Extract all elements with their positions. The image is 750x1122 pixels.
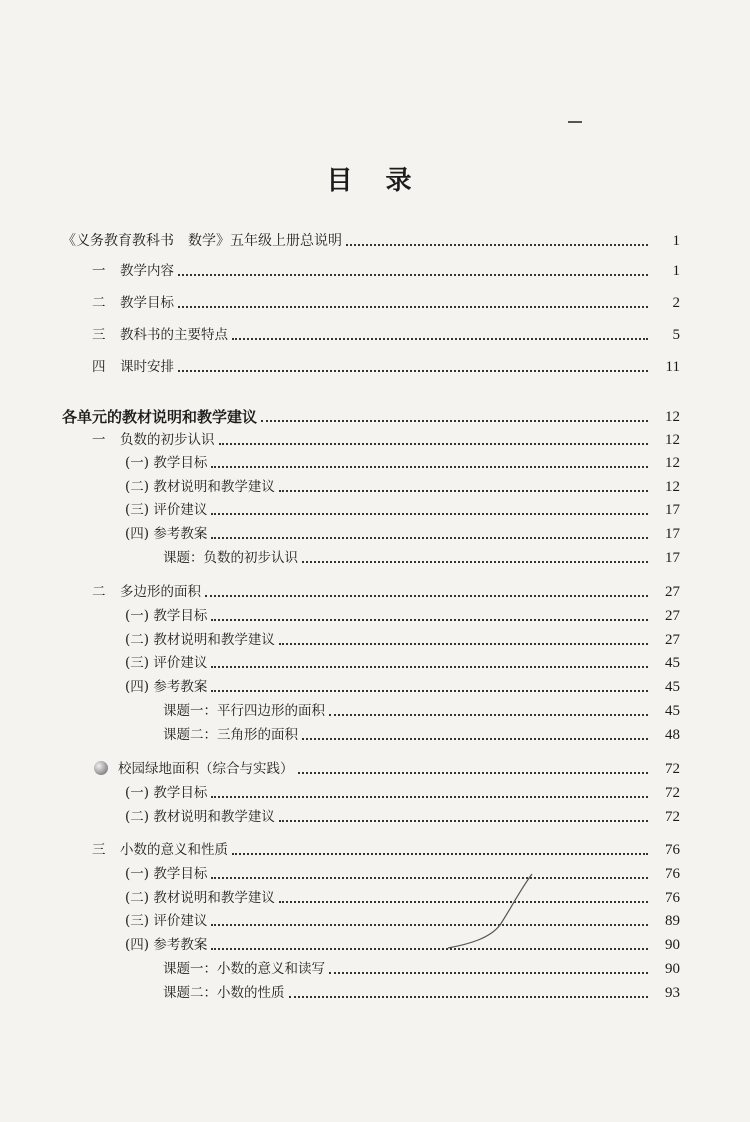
dot-leader bbox=[211, 924, 648, 926]
toc-entry-text: (三) 评价建议 bbox=[125, 913, 208, 929]
dot-leader bbox=[178, 306, 648, 308]
toc-entry[interactable] bbox=[0, 930, 750, 954]
dot-leader bbox=[261, 420, 648, 422]
toc-entry[interactable] bbox=[0, 648, 750, 672]
dot-leader bbox=[178, 274, 648, 276]
toc-entry[interactable] bbox=[0, 906, 750, 930]
toc-entry-page: 12 bbox=[665, 455, 680, 471]
dot-leader bbox=[211, 796, 648, 798]
toc-entry-page: 89 bbox=[665, 913, 680, 929]
dot-leader bbox=[205, 595, 648, 597]
toc-entry-number: 一 bbox=[92, 263, 106, 279]
toc-entry-label bbox=[125, 808, 275, 826]
toc-entry-label bbox=[62, 408, 257, 426]
toc-entry-page: 90 bbox=[665, 937, 680, 953]
toc-entry-text: (二) 教材说明和教学建议 bbox=[125, 632, 275, 648]
toc-entry-page: 27 bbox=[665, 584, 680, 600]
toc-entry-number: 三 bbox=[92, 327, 106, 343]
toc-entry-text: 课题一：平行四边形的面积 bbox=[163, 703, 325, 719]
dot-leader bbox=[211, 619, 648, 621]
toc-entry-label bbox=[163, 702, 325, 720]
toc-entry-page: 17 bbox=[665, 526, 680, 542]
toc-entry[interactable] bbox=[0, 320, 750, 344]
dot-leader bbox=[211, 690, 648, 692]
toc-entry[interactable] bbox=[0, 352, 750, 376]
dot-leader bbox=[211, 948, 648, 950]
toc-entry[interactable] bbox=[0, 472, 750, 496]
toc-entry-text: 课题一：小数的意义和读写 bbox=[163, 961, 325, 977]
toc-entry-page: 5 bbox=[672, 327, 680, 343]
dot-leader bbox=[279, 643, 648, 645]
toc-entry-number: 一 bbox=[92, 432, 106, 448]
toc-entry-label bbox=[125, 454, 207, 472]
toc-entry-text: 课题二：三角形的面积 bbox=[163, 727, 298, 743]
dot-leader bbox=[329, 714, 648, 716]
toc-entry-page: 48 bbox=[665, 727, 680, 743]
dot-leader bbox=[178, 370, 648, 372]
toc-entry[interactable] bbox=[0, 448, 750, 472]
toc-entry[interactable] bbox=[0, 672, 750, 696]
toc-entry[interactable] bbox=[0, 577, 750, 601]
toc-entry[interactable] bbox=[0, 402, 750, 426]
dot-leader bbox=[279, 820, 648, 822]
toc-entry-label bbox=[62, 232, 342, 250]
dot-leader bbox=[346, 244, 648, 246]
dot-leader bbox=[298, 772, 649, 774]
dot-leader bbox=[289, 996, 649, 998]
dot-leader bbox=[232, 338, 648, 340]
toc-entry-label bbox=[92, 358, 174, 376]
toc-entry-label bbox=[163, 549, 298, 567]
dot-leader bbox=[211, 466, 648, 468]
toc-entry-label bbox=[163, 984, 285, 1002]
toc-entry-label bbox=[125, 865, 207, 883]
dot-leader bbox=[302, 561, 648, 563]
toc-entry-label bbox=[125, 784, 207, 802]
toc-entry-page: 45 bbox=[665, 679, 680, 695]
toc-entry-text: (一) 教学目标 bbox=[125, 785, 208, 801]
toc-entry-page: 90 bbox=[665, 961, 680, 977]
ink-mark bbox=[568, 121, 582, 123]
toc-entry-text: (一) 教学目标 bbox=[125, 866, 208, 882]
toc-entry-text: (四) 参考教案 bbox=[125, 679, 208, 695]
toc-entry-label bbox=[125, 654, 207, 672]
dot-leader bbox=[211, 666, 648, 668]
toc-entry[interactable] bbox=[0, 802, 750, 826]
toc-entry-label bbox=[92, 431, 215, 449]
toc-entry[interactable] bbox=[0, 425, 750, 449]
toc-entry-text: (四) 参考教案 bbox=[125, 526, 208, 542]
toc-entry[interactable] bbox=[0, 601, 750, 625]
toc-entry-label bbox=[125, 936, 207, 954]
toc-entry-label bbox=[163, 726, 298, 744]
toc-entry-text: 教学目标 bbox=[120, 295, 174, 311]
toc-entry-label bbox=[92, 583, 201, 601]
toc-entry[interactable] bbox=[0, 778, 750, 802]
toc-entry-text: 校园绿地面积（综合与实践） bbox=[118, 761, 294, 777]
toc-entry-page: 1 bbox=[672, 233, 680, 249]
toc-entry-page: 76 bbox=[665, 866, 680, 882]
practice-bullet-icon bbox=[94, 761, 108, 775]
dot-leader bbox=[211, 537, 648, 539]
toc-entry[interactable] bbox=[0, 288, 750, 312]
toc-entry-text: (一) 教学目标 bbox=[125, 608, 208, 624]
toc-entry-label bbox=[92, 262, 174, 280]
toc-entry-label bbox=[92, 841, 228, 859]
toc-entry-label bbox=[94, 760, 294, 778]
dot-leader bbox=[211, 877, 648, 879]
toc-entry-text: (一) 教学目标 bbox=[125, 455, 208, 471]
toc-entry-text: (二) 教材说明和教学建议 bbox=[125, 809, 275, 825]
toc-entry[interactable] bbox=[0, 495, 750, 519]
toc-entry[interactable] bbox=[0, 625, 750, 649]
toc-entry-page: 12 bbox=[665, 409, 680, 425]
toc-entry-page: 93 bbox=[665, 985, 680, 1001]
dot-leader bbox=[211, 513, 648, 515]
toc-entry-number: 三 bbox=[92, 842, 106, 858]
toc-entry-page: 11 bbox=[665, 359, 680, 375]
toc-entry-label bbox=[125, 631, 275, 649]
dot-leader bbox=[232, 853, 648, 855]
toc-entry-page: 72 bbox=[665, 785, 680, 801]
dot-leader bbox=[279, 490, 648, 492]
toc-entry-page: 72 bbox=[665, 809, 680, 825]
toc-entry-page: 27 bbox=[665, 608, 680, 624]
toc-entry-number: 二 bbox=[92, 295, 106, 311]
toc-entry[interactable] bbox=[0, 256, 750, 280]
toc-entry-label bbox=[125, 889, 275, 907]
toc-entry-text: 教学内容 bbox=[120, 263, 174, 279]
toc-entry-label bbox=[163, 960, 325, 978]
toc-entry-page: 27 bbox=[665, 632, 680, 648]
toc-entry-page: 17 bbox=[665, 502, 680, 518]
toc-entry-label bbox=[125, 912, 207, 930]
toc-entry-label bbox=[92, 294, 174, 312]
toc-entry-text: (三) 评价建议 bbox=[125, 502, 208, 518]
toc-entry-page: 12 bbox=[665, 432, 680, 448]
toc-entry-text: (二) 教材说明和教学建议 bbox=[125, 479, 275, 495]
page-title: 目 录 bbox=[326, 166, 424, 196]
toc-entry[interactable] bbox=[0, 754, 750, 778]
toc-entry-page: 45 bbox=[665, 655, 680, 671]
toc-entry-page: 76 bbox=[665, 890, 680, 906]
toc-entry-label bbox=[125, 478, 275, 496]
toc-entry-page: 1 bbox=[672, 263, 680, 279]
toc-entry[interactable] bbox=[0, 883, 750, 907]
toc-entry[interactable] bbox=[0, 696, 750, 720]
toc-entry-label bbox=[92, 326, 228, 344]
toc-entry-page: 72 bbox=[665, 761, 680, 777]
toc-entry-text: (三) 评价建议 bbox=[125, 655, 208, 671]
toc-entry-text: 小数的意义和性质 bbox=[120, 842, 228, 858]
toc-entry-label bbox=[125, 525, 207, 543]
dot-leader bbox=[279, 901, 648, 903]
toc-entry-label bbox=[125, 607, 207, 625]
toc-entry-text: 各单元的教材说明和教学建议 bbox=[62, 408, 258, 426]
toc-entry-page: 12 bbox=[665, 479, 680, 495]
toc-entry-page: 2 bbox=[672, 295, 680, 311]
dot-leader bbox=[302, 738, 648, 740]
toc-entry-number: 二 bbox=[92, 584, 106, 600]
toc-entry-label bbox=[125, 501, 207, 519]
toc-entry[interactable] bbox=[0, 720, 750, 744]
toc-entry-text: 《义务教育教科书 数学》五年级上册总说明 bbox=[62, 233, 342, 249]
toc-entry[interactable] bbox=[0, 519, 750, 543]
toc-entry-text: 负数的初步认识 bbox=[120, 432, 215, 448]
toc-entry[interactable] bbox=[0, 543, 750, 567]
toc-entry-page: 17 bbox=[665, 550, 680, 566]
toc-entry[interactable] bbox=[0, 835, 750, 859]
toc-entry-text: 课题：负数的初步认识 bbox=[163, 550, 298, 566]
toc-entry-page: 45 bbox=[665, 703, 680, 719]
toc-entry-text: (二) 教材说明和教学建议 bbox=[125, 890, 275, 906]
toc-entry-text: 课时安排 bbox=[120, 359, 174, 375]
toc-entry-text: (四) 参考教案 bbox=[125, 937, 208, 953]
toc-entry-label bbox=[125, 678, 207, 696]
toc-entry[interactable] bbox=[0, 978, 750, 1002]
toc-entry-text: 课题二：小数的性质 bbox=[163, 985, 285, 1001]
toc-entry-number: 四 bbox=[92, 359, 106, 375]
toc-entry-text: 多边形的面积 bbox=[120, 584, 201, 600]
toc-entry[interactable] bbox=[0, 859, 750, 883]
dot-leader bbox=[329, 972, 648, 974]
dot-leader bbox=[219, 443, 649, 445]
toc-entry[interactable] bbox=[0, 954, 750, 978]
toc-entry[interactable] bbox=[0, 226, 750, 250]
toc-entry-page: 76 bbox=[665, 842, 680, 858]
toc-entry-text: 教科书的主要特点 bbox=[120, 327, 228, 343]
